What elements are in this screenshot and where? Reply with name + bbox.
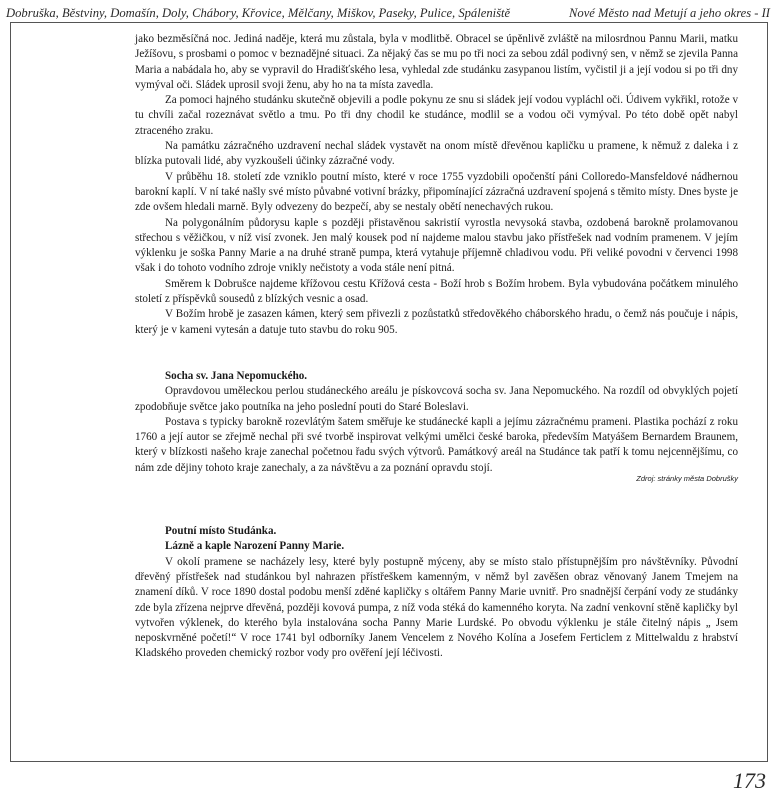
paragraph: Opravdovou uměleckou perlou studáneckého areálu je pískovcová socha sv. Jana Nepomuckého. Na rozdíl od obvyklých pojetí zpodobňuje světce jako poutníka na jeho poslední pouti do Staré Boleslavi. bbox=[135, 385, 738, 413]
paragraph: Na památku zázračného uzdravení nechal sládek vystavět na onom místě dřevěnou kapličku u pramene, k němuž z daleka i z blízka putovali lidé, aby vyzkoušeli účinky zázračné vody. bbox=[135, 140, 738, 168]
paragraph: Na polygonálním půdorysu kaple s později přistavěnou sakristií vyrostla nevysoká stavba, ozdobená barokně prolamovanou střechou s věžičkou, v níž visí zvonek. Jen malý kousek pod ní najdeme malou stavbu jako přístřešek nad vodním pramenem. V jejím výklenku je soška Panny Marie a na druhé straně pumpa, která vytahuje příjemně chladivou vodu. Při veliké povodni v červenci 1998 však i do tohoto vodního zdroje vnikly nečistoty a voda stále není pitná. bbox=[135, 216, 738, 275]
section-spacer bbox=[135, 483, 738, 524]
section-heading-studanka: Poutní místo Studánka. bbox=[165, 525, 277, 538]
article-body bbox=[135, 32, 738, 662]
header-book-title: Nové Město nad Metují a jeho okres - II bbox=[569, 6, 770, 20]
section-heading-nepomuk: Socha sv. Jana Nepomuckého. bbox=[165, 369, 308, 382]
paragraph: jako bezměsíčná noc. Jediná naděje, která mu zůstala, byla v modlitbě. Obracel se úpěnlivě zvláště na milosrdnou Pannu Marii, matku Ježíšovu, s prosbami o pomoc v beznadějné situaci. Za nějaký čas se mu po tři noci za sebou zdál podivný sen, v němž se zjevila Panna Maria a nabádala ho, aby se vypravil do Hradišťského lesa, vyhledal zde studánku zasypanou listím, vyčistil ji a její vodou si po tři dny vymýval oči. Sládek uprosil svoji ženu, aby ho na ta místa zavedla. bbox=[135, 33, 738, 91]
paragraph: V Božím hrobě je zasazen kámen, který sem přivezli z pozůstatků středověkého cháborského hradu, o čemž nás poučuje i nápis, který je v kameni vytesán a datuje tuto stavbu do roku 905. bbox=[135, 308, 738, 336]
paragraph: Směrem k Dobrušce najdeme křížovou cestu Křížová cesta - Boží hrob s Božím hrobem. Byla vybudována počátkem minulého století z příspěvků sousedů z blízkých vesnic a osad. bbox=[135, 277, 738, 306]
section-spacer bbox=[135, 338, 738, 369]
paragraph: Za pomoci hajného studánku skutečně objevili a podle pokynu ze snu si sládek její vodou vypláchl oči. Údivem vykřikl, rotože v tu chvíli začal rozeznávat světlo a tmu. Po tři dny chodil ke studánce, modlil se a vodou oči vymýval. Po této době opět nabyl ztraceného zraku. bbox=[135, 94, 738, 137]
source-note: Zdroj: stránky města Dobrušky bbox=[636, 474, 738, 484]
header-places: Dobruška, Běstviny, Domašín, Doly, Chábory, Křovice, Mělčany, Miškov, Paseky, Pulice, Spáleniště bbox=[6, 6, 511, 20]
paragraph: Postava s typicky barokně rozevlátým šatem směřuje ke studánecké kapli a jejímu zázračnému prameni. Plastika pochází z roku 1760 a její autor se zřejmě nechal při své tvorbě inspirovat velkými umělci české baroka, především Matyášem Bernardem Braunem, který v blízkosti našeho kraje zanechal početnou řadu svých výtvorů. Památkový areál na Studánce tak patří k tomu nejcennějšímu, co nám zde dějiny tohoto kraje zanechaly, a za návštěvu a za poznání opravdu stojí. bbox=[135, 415, 738, 474]
page-number: 173 bbox=[733, 768, 766, 793]
paragraph: V průběhu 18. století zde vzniklo poutní místo, které v roce 1755 vyzdobili opočenští páni Colloredo-Mansfeldové nádhernou barokní kaplí. V ní také našly své místo půvabné votivní brázky, připomínající zázračná uzdravení spojená s těmito místy. Dnes byste je zde ovšem hledali marně. Byly odvezeny do bezpečí, aby se nestaly obětí nenechavých rukou. bbox=[135, 170, 738, 214]
paragraph: V okolí pramene se nacházely lesy, které byly postupně mýceny, aby se místo stalo přístupnějším pro návštěvníky. Původní dřevěný přístřešek nad studánkou byl nahrazen přístřeškem kamenným, v němž byl zavěšen obraz věnovaný Janem Tmejem na znamení díků. V roce 1890 dostal podobu menší zděné kapličky s oltářem Panny Marie uvnitř. Pro snadnější čerpání vody ze studánky zde byla zřízena nejprve dřevěná, později kovová pumpa, z níž voda stéká do kamenného koryta. Na zadní venkovní stěně kapličky byl vytvořen výklenek, do kterého byla instalována socha Panny Marie Lurdské. Po obvodu výklenku je stále čitelný nápis „ Jsem neposkvrněné početí!“ V roce 1741 byl odborníky Janem Vencelem z Nového Kolína a Josefem Ferticlem z Mittelwaldu z hrabství Kladského proveden chemický rozbor vody pro ověření její léčivosti. bbox=[135, 555, 738, 660]
section-subheading-spa: Lázně a kaple Narození Panny Marie. bbox=[165, 540, 345, 553]
